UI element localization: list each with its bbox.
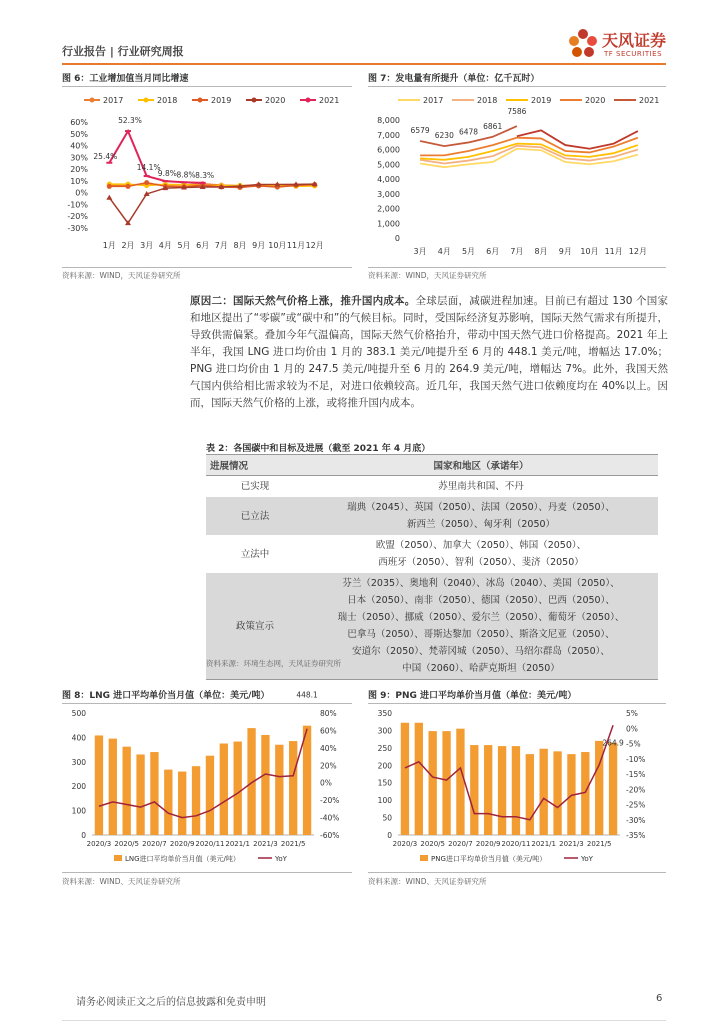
legend-label-2017: 2017 xyxy=(423,96,444,105)
legend-label-2017: 2017 xyxy=(103,96,124,105)
data-label: 8.3% xyxy=(195,170,215,180)
fig9-title-rule xyxy=(368,703,666,704)
x-tick-label: 2021/1 xyxy=(225,840,251,848)
x-tick-label: 5月 xyxy=(177,241,191,250)
bar xyxy=(401,723,409,835)
x-tick-label: 10月 xyxy=(580,247,599,256)
y-tick-label: 7,000 xyxy=(377,130,400,140)
y2-tick-label: 80% xyxy=(320,709,337,718)
point-marker xyxy=(106,195,112,200)
x-tick-label: 12月 xyxy=(628,247,647,256)
fig8-source: 资料来源：WIND、天风证券研究所 xyxy=(62,877,181,886)
y-tick-label: 100 xyxy=(71,806,86,816)
x-tick-label: 8月 xyxy=(233,241,247,250)
y-tick-label: 0% xyxy=(75,188,88,198)
x-tick-label: 7月 xyxy=(214,241,228,250)
paragraph-lead: 原因二：国际天然气价格上涨，推升国内成本。 xyxy=(190,295,416,307)
x-tick-label: 2021/5 xyxy=(586,840,612,848)
x-tick-label: 2020/5 xyxy=(114,840,140,848)
y-tick-label: 150 xyxy=(377,778,392,788)
fig8-title-rule xyxy=(62,703,352,704)
x-tick-label: 2021/3 xyxy=(559,840,584,848)
x-tick-label: 3月 xyxy=(413,247,427,256)
bar xyxy=(415,723,423,835)
bar xyxy=(456,729,464,835)
y-tick-label: -10% xyxy=(67,200,88,210)
bar xyxy=(498,746,506,835)
row-line: 芬兰（2035）、奥地利（2040）、冰岛（2040）、美国（2050）、 xyxy=(342,578,620,589)
fig9-chart xyxy=(368,705,666,871)
y-tick-label: 0 xyxy=(387,831,392,840)
y2-tick-label: -25% xyxy=(626,800,646,810)
row-line: 瑞士（2050）、挪威（2050）、爱尔兰（2050）、葡萄牙（2050）、 xyxy=(337,612,625,623)
legend-label-2019: 2019 xyxy=(531,96,552,105)
row-countries xyxy=(304,497,658,535)
y2-tick-label: -10% xyxy=(626,754,646,764)
fig9-bottom-rule xyxy=(368,872,666,873)
y2-tick-label: -20% xyxy=(626,785,646,795)
fig6-chart xyxy=(62,88,354,266)
fig9-title: 图 9：PNG 进口平均单价当月值（单位：美元/吨） xyxy=(368,691,577,701)
y-tick-label: 40% xyxy=(70,141,88,151)
bar xyxy=(178,772,186,835)
table2-title: 表 2：各国碳中和目标及进展（截至 2021 年 4 月底） xyxy=(206,444,431,454)
bar xyxy=(526,754,534,835)
fig7-source: 资料来源：WIND，天风证券研究所 xyxy=(368,271,487,280)
x-tick-label: 2020/3 xyxy=(392,840,418,848)
y-tick-label: 50 xyxy=(382,813,392,823)
x-tick-label: 6月 xyxy=(486,247,500,256)
y-tick-label: 5,000 xyxy=(377,160,400,170)
y2-tick-label: 40% xyxy=(320,743,337,753)
series-line-2021-cont xyxy=(517,130,638,148)
bar xyxy=(275,745,283,835)
row-status: 立法中 xyxy=(240,548,270,560)
data-label: 14.1% xyxy=(136,163,161,173)
bar xyxy=(136,754,144,835)
bar xyxy=(470,745,478,835)
series-line-2020 xyxy=(109,184,314,223)
table-row xyxy=(206,535,658,573)
y-tick-label: -30% xyxy=(67,224,88,233)
bar xyxy=(192,766,200,835)
row-line: 日本（2050）、南非（2050）、德国（2050）、巴西（2050）、 xyxy=(347,595,615,606)
report-header: 行业报告 | 行业研究周报 xyxy=(62,45,184,58)
row-status: 已实现 xyxy=(240,481,270,492)
bar xyxy=(289,741,297,835)
bar xyxy=(95,735,103,835)
legend-line-label: YoY xyxy=(581,855,593,863)
y2-tick-label: -5% xyxy=(626,739,641,749)
y2-tick-label: -30% xyxy=(626,815,646,825)
y2-tick-label: 0% xyxy=(320,778,332,788)
row-line: 安道尔（2050）、梵蒂冈城（2050）、马绍尔群岛（2050）、 xyxy=(352,646,610,657)
legend-label-2018: 2018 xyxy=(477,96,498,105)
row-countries xyxy=(304,476,658,498)
page-number: 6 xyxy=(656,993,663,1004)
legend-label-2021: 2021 xyxy=(319,96,340,105)
x-tick-label: 2020/5 xyxy=(420,840,446,848)
data-label: 6861 xyxy=(483,121,503,131)
bar xyxy=(123,747,131,835)
table2-col-status: 进展情况 xyxy=(206,455,304,476)
bar xyxy=(429,731,437,835)
y-tick-label: 1,000 xyxy=(377,219,400,229)
footer-disclaimer: 请务必阅读正文之后的信息披露和免责申明 xyxy=(76,997,266,1008)
x-tick-label: 2月 xyxy=(121,241,135,250)
row-line: 中国（2060）、哈萨克斯坦（2050） xyxy=(402,663,560,674)
y-tick-label: 0 xyxy=(394,234,400,243)
x-tick-label: 1月 xyxy=(102,241,116,250)
y-tick-label: 3,000 xyxy=(377,189,400,199)
y-tick-label: 300 xyxy=(71,757,86,767)
legend-marker-2020 xyxy=(252,98,257,103)
y-tick-label: 2,000 xyxy=(377,204,400,214)
data-label: 264.9 xyxy=(602,738,624,748)
y2-tick-label: -35% xyxy=(626,831,646,840)
x-tick-label: 12月 xyxy=(305,241,324,250)
point-marker xyxy=(107,184,112,189)
y-tick-label: -20% xyxy=(67,212,88,222)
fig8-bottom-rule xyxy=(62,872,352,873)
y-tick-label: 20% xyxy=(70,165,88,175)
data-label: 9.8% xyxy=(157,169,177,179)
row-line: 苏里南共和国、不丹 xyxy=(438,481,524,492)
legend-bar-swatch xyxy=(420,855,428,861)
data-label: 448.1 xyxy=(296,690,318,700)
fig6-title: 图 6：工业增加值当月同比增速 xyxy=(62,74,189,84)
bar xyxy=(540,749,548,835)
bar xyxy=(206,756,214,835)
company-logo xyxy=(566,24,686,64)
data-label: 6579 xyxy=(410,125,430,135)
table2-source: 资料来源：环境生态网，天风证券研究所 xyxy=(206,659,341,668)
legend-line-label: YoY xyxy=(275,855,287,863)
footer-rule xyxy=(62,1020,666,1021)
y2-tick-label: 5% xyxy=(626,709,638,718)
x-tick-label: 11月 xyxy=(604,247,623,256)
row-line: 瑞典（2045）、英国（2050）、法国（2050）、丹麦（2050）、 xyxy=(347,502,615,513)
table-row xyxy=(206,497,658,535)
x-tick-label: 2020/9 xyxy=(475,840,501,848)
y2-tick-label: 0% xyxy=(626,724,638,734)
row-line: 巴拿马（2050）、哥斯达黎加（2050）、斯洛文尼亚（2050）、 xyxy=(347,629,615,640)
x-tick-label: 7月 xyxy=(510,247,524,256)
table-row xyxy=(206,476,658,498)
y2-tick-label: -20% xyxy=(320,796,340,806)
y-tick-label: 400 xyxy=(71,733,86,743)
y-tick-label: 200 xyxy=(71,782,86,792)
x-tick-label: 6月 xyxy=(196,241,210,250)
legend-label-2020: 2020 xyxy=(265,96,286,105)
logo-text-en: TF SECURITIES xyxy=(604,50,663,58)
x-tick-label: 2020/9 xyxy=(169,840,195,848)
row-line: 西班牙（2050）、智利（2050）、斐济（2050） xyxy=(378,557,584,568)
row-line: 欧盟（2050）、加拿大（2050）、韩国（2050）、 xyxy=(375,540,587,551)
x-tick-label: 10月 xyxy=(268,241,287,250)
bar xyxy=(164,770,172,835)
y2-tick-label: -40% xyxy=(320,813,340,823)
point-marker xyxy=(126,184,131,189)
legend-marker-2017 xyxy=(90,98,95,103)
x-tick-label: 9月 xyxy=(252,241,266,250)
row-line: 新西兰（2050）、匈牙利（2050） xyxy=(406,519,556,530)
legend-label-2020: 2020 xyxy=(585,96,606,105)
bar xyxy=(220,744,228,836)
x-tick-label: 9月 xyxy=(558,247,572,256)
fig7-title: 图 7：发电量有所提升（单位：亿千瓦时） xyxy=(368,74,540,84)
y-tick-label: 6,000 xyxy=(377,145,400,155)
fig8-title: 图 8：LNG 进口平均单价当月值（单位：美元/吨） xyxy=(62,691,270,701)
fig6-title-rule xyxy=(62,86,352,87)
data-label: 7586 xyxy=(507,107,527,117)
carbon-neutral-table xyxy=(206,454,658,680)
y-tick-label: 500 xyxy=(71,709,86,718)
bar xyxy=(109,739,117,835)
x-tick-label: 2021/1 xyxy=(531,840,557,848)
legend-bar-label: LNG进口平均单价当月值（美元/吨） xyxy=(125,855,240,863)
data-label: 8.8% xyxy=(176,170,196,180)
x-tick-label: 2020/11 xyxy=(195,840,225,848)
logo-text-cn: 天风证券 xyxy=(602,31,667,50)
y2-tick-label: -60% xyxy=(320,831,340,840)
y-tick-label: 30% xyxy=(70,153,88,163)
bar xyxy=(553,751,561,835)
y-tick-label: 8,000 xyxy=(377,116,400,125)
fig7-chart xyxy=(368,88,666,266)
y-tick-label: 4,000 xyxy=(377,175,400,184)
bar xyxy=(303,726,311,835)
y-tick-label: 350 xyxy=(377,709,392,718)
x-tick-label: 4月 xyxy=(158,241,172,250)
y-tick-label: 200 xyxy=(377,761,392,771)
y-tick-label: 100 xyxy=(377,796,392,806)
x-tick-label: 2020/7 xyxy=(448,840,473,848)
y-tick-label: 300 xyxy=(377,726,392,736)
x-tick-label: 11月 xyxy=(286,241,306,250)
y2-tick-label: 60% xyxy=(320,726,337,736)
legend-bar-label: PNG进口平均单价当月值（美元/吨） xyxy=(431,855,547,863)
data-label: 6478 xyxy=(458,127,479,137)
fig7-title-rule xyxy=(368,86,666,87)
data-label: 25.4% xyxy=(93,151,118,161)
fig7-bottom-rule xyxy=(368,267,666,268)
bar xyxy=(234,742,242,835)
legend-marker-2019 xyxy=(198,98,203,103)
y2-tick-label: 20% xyxy=(320,761,337,771)
fig6-source: 资料来源：WIND，天风证券研究所 xyxy=(62,271,181,280)
x-tick-label: 2021/3 xyxy=(253,840,278,848)
y-tick-label: 60% xyxy=(70,118,88,127)
x-tick-label: 2021/5 xyxy=(280,840,306,848)
x-tick-label: 8月 xyxy=(534,247,548,256)
legend-marker-2021 xyxy=(306,98,311,103)
fig9-source: 资料来源：WIND、天风证券研究所 xyxy=(368,877,487,886)
legend-label-2018: 2018 xyxy=(157,96,178,105)
row-status: 政策宣示 xyxy=(206,573,304,680)
y-tick-label: 10% xyxy=(70,176,88,186)
data-label: 52.3% xyxy=(118,116,142,126)
y-tick-label: 50% xyxy=(70,129,88,139)
fig6-bottom-rule xyxy=(62,267,352,268)
row-countries xyxy=(304,573,658,680)
paragraph-body: 全球层面，减碳进程加速。目前已有超过 130 个国家和地区提出了“零碳”或“碳中和”的气候目标。同时，受国际经济复苏影响，国际天然气需求有所提升，导致供需偏紧。叠加今年气温偏高，国际天然气价格抬升，带动中国天然气进口价格提高。2021 年上半年，我国 LNG 进口均价由 1 月的 383.1 美元/吨提升至 6 月的 448.1 美元/吨，增幅达 17.0%；PNG 进口均价由 1 月的 247.5 美元/吨提升至 6 月的 264.9 美元/吨，增幅达 7%。此外，我国天然气国内供给相比需求较为不足，对进口依赖较高。近几年，我国天然气进口依赖度均在 40%以上。因而，国际天然气价格的上涨，或将推升国内成本。 xyxy=(190,295,669,409)
bar xyxy=(261,735,269,835)
table2-col-countries: 国家和地区（承诺年） xyxy=(304,455,658,476)
logo-flower-icon xyxy=(566,26,600,62)
header-rule xyxy=(62,63,666,65)
y-tick-label: 250 xyxy=(377,743,392,753)
x-tick-label: 2020/11 xyxy=(501,840,531,848)
legend-label-2019: 2019 xyxy=(211,96,232,105)
bar xyxy=(609,743,617,835)
row-status: 已立法 xyxy=(206,497,304,535)
point-marker xyxy=(144,180,149,185)
data-label: 6230 xyxy=(434,131,454,141)
bar xyxy=(484,745,492,835)
legend-bar-swatch xyxy=(114,855,122,861)
legend-label-2021: 2021 xyxy=(639,96,660,105)
x-tick-label: 2020/7 xyxy=(142,840,167,848)
y-tick-label: 0 xyxy=(81,831,86,840)
legend-marker-2018 xyxy=(144,98,149,103)
x-tick-label: 4月 xyxy=(437,247,451,256)
bar xyxy=(150,752,158,835)
bar xyxy=(512,746,520,835)
x-tick-label: 2020/3 xyxy=(86,840,112,848)
y2-tick-label: -15% xyxy=(626,770,646,779)
body-paragraph xyxy=(190,293,668,412)
row-countries xyxy=(304,535,658,573)
bar xyxy=(442,731,450,835)
x-tick-label: 3月 xyxy=(140,241,154,250)
x-tick-label: 5月 xyxy=(461,247,476,256)
